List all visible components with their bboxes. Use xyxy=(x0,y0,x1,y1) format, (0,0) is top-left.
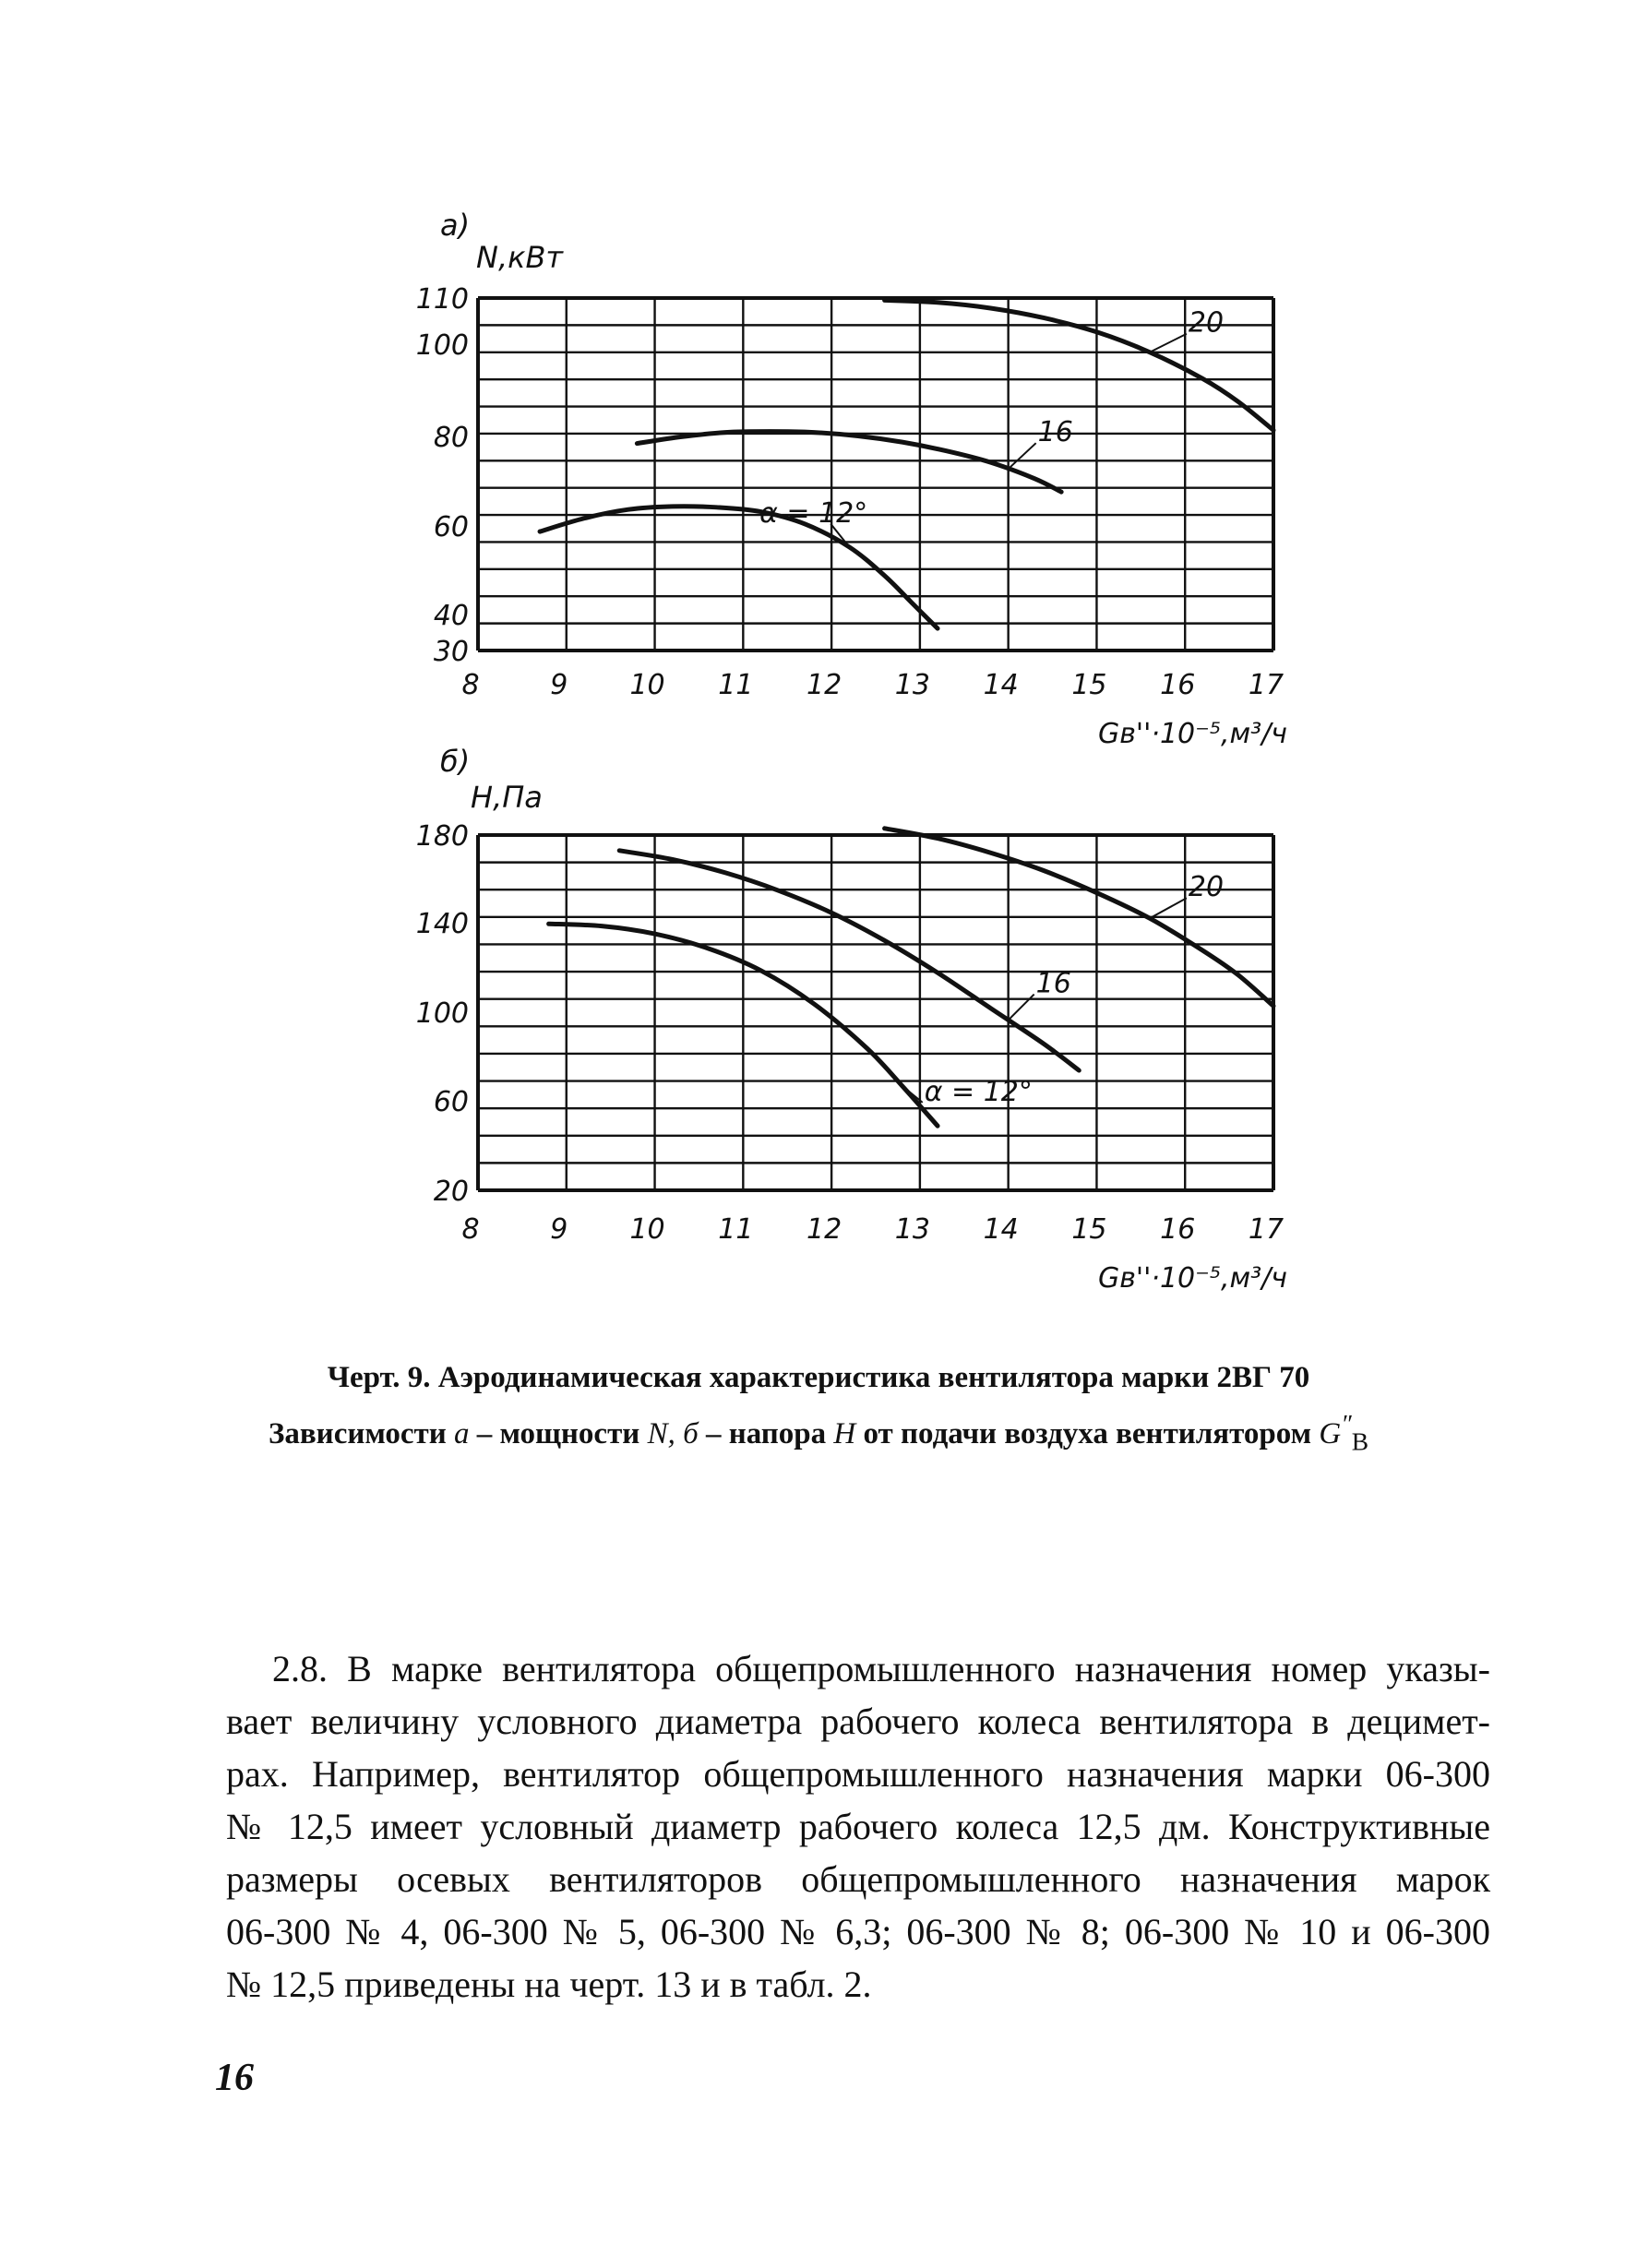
x-tick-label: 8 xyxy=(461,669,480,701)
panel-label: а) xyxy=(440,208,471,243)
curve-annotation: 16 xyxy=(1037,416,1073,449)
caption-letter-b: б xyxy=(683,1417,699,1450)
curve-annotation: α = 12° xyxy=(759,496,868,530)
y-tick-label: 40 xyxy=(433,600,469,632)
x-tick-label: 10 xyxy=(629,669,665,701)
annotation-leader xyxy=(1150,334,1187,352)
series-line-alpha-12 xyxy=(540,507,938,628)
x-tick-label: 9 xyxy=(550,1213,568,1246)
x-tick-label: 17 xyxy=(1248,669,1285,701)
chart-panel-power xyxy=(416,208,1287,750)
paragraph-line: 06-300 № 4, 06-300 № 5, 06-300 № 6,3; 06-300 № 8; 06-300 № 10 и 06-300 xyxy=(226,1911,1490,1952)
y-tick-label: 100 xyxy=(415,329,469,362)
caption-symbol-g xyxy=(1319,1409,1369,1456)
x-tick-label: 15 xyxy=(1071,1213,1107,1246)
y-tick-label: 60 xyxy=(433,1086,469,1118)
x-tick-label: 13 xyxy=(894,669,930,701)
x-axis-label: Gв''·10⁻⁵,м³/ч xyxy=(1098,1262,1288,1295)
x-tick-label: 10 xyxy=(629,1213,665,1246)
caption-symbol-g-letter: G xyxy=(1319,1417,1342,1450)
panel-label: б) xyxy=(440,744,471,779)
annotation-leader xyxy=(1009,443,1036,469)
chart-panel-pressure xyxy=(416,744,1287,1295)
x-tick-label: 8 xyxy=(461,1213,480,1246)
x-tick-label: 11 xyxy=(718,669,754,701)
x-tick-label: 16 xyxy=(1160,669,1196,701)
x-tick-label: 16 xyxy=(1160,1213,1196,1246)
x-tick-label: 12 xyxy=(807,669,842,701)
paragraph-line: 2.8. В марке вентилятора общепромышленного назначения номер указы- xyxy=(272,1648,1490,1689)
paragraph-line: размеры осевых вентиляторов общепромышленного назначения марок xyxy=(226,1858,1490,1900)
caption-text-end: от подачи воздуха вентилятором xyxy=(863,1417,1312,1450)
y-tick-label: 110 xyxy=(415,283,469,316)
paragraph-line: № 12,5 имеет условный диаметр рабочего колеса 12,5 дм. Конструктивные xyxy=(226,1806,1490,1847)
x-tick-label: 12 xyxy=(807,1213,842,1246)
series-line-16 xyxy=(619,851,1079,1070)
x-tick-label: 14 xyxy=(983,1213,1019,1246)
y-tick-label: 80 xyxy=(433,422,469,454)
curve-annotation: 20 xyxy=(1188,871,1225,904)
x-tick-label: 15 xyxy=(1071,669,1107,701)
page-number: 16 xyxy=(215,2057,254,2099)
caption-letter-a: а xyxy=(454,1417,470,1450)
x-tick-label: 13 xyxy=(894,1213,930,1246)
caption-symbol-g-prime: ″ xyxy=(1341,1409,1352,1438)
x-tick-label: 9 xyxy=(550,669,568,701)
y-axis-label: H,Па xyxy=(471,780,543,815)
curve-annotation: α = 12° xyxy=(924,1075,1033,1108)
caption-symbol-g-subscript: В xyxy=(1351,1426,1369,1456)
y-tick-label: 180 xyxy=(415,820,469,853)
paragraph-line: рах. Например, вентилятор общепромышленного назначения марки 06-300 xyxy=(226,1753,1490,1795)
y-axis-label: N,кВт xyxy=(476,240,564,275)
paragraph-line: № 12,5 приведены на черт. 13 и в табл. 2. xyxy=(226,1964,872,2005)
caption-text-start: Зависимости xyxy=(268,1417,447,1450)
caption-symbol-n: N, xyxy=(647,1417,675,1450)
figure-caption-subtitle xyxy=(0,1409,1637,1457)
caption-text-power: – мощности xyxy=(476,1417,640,1450)
y-tick-label: 30 xyxy=(433,636,469,668)
annotation-leader xyxy=(1150,898,1187,918)
paragraph-line: вает величину условного диаметра рабочего колеса вентилятора в децимет- xyxy=(226,1701,1490,1742)
x-tick-label: 14 xyxy=(983,669,1019,701)
curve-annotation: 16 xyxy=(1035,967,1071,1000)
x-tick-label: 11 xyxy=(718,1213,754,1246)
figure-caption-title: Черт. 9. Аэродинамическая характеристика вентилятора марки 2ВГ 70 xyxy=(327,1361,1310,1394)
y-tick-label: 20 xyxy=(433,1176,469,1208)
curve-annotation: 20 xyxy=(1188,306,1225,340)
caption-text-pressure: – напора xyxy=(705,1417,827,1450)
x-tick-label: 17 xyxy=(1248,1213,1285,1246)
x-axis-label: Gв''·10⁻⁵,м³/ч xyxy=(1098,718,1288,750)
y-tick-label: 60 xyxy=(433,511,469,543)
body-paragraph xyxy=(226,1642,1490,2011)
y-tick-label: 140 xyxy=(415,908,469,940)
caption-symbol-h: H xyxy=(833,1417,856,1450)
y-tick-label: 100 xyxy=(415,997,469,1030)
